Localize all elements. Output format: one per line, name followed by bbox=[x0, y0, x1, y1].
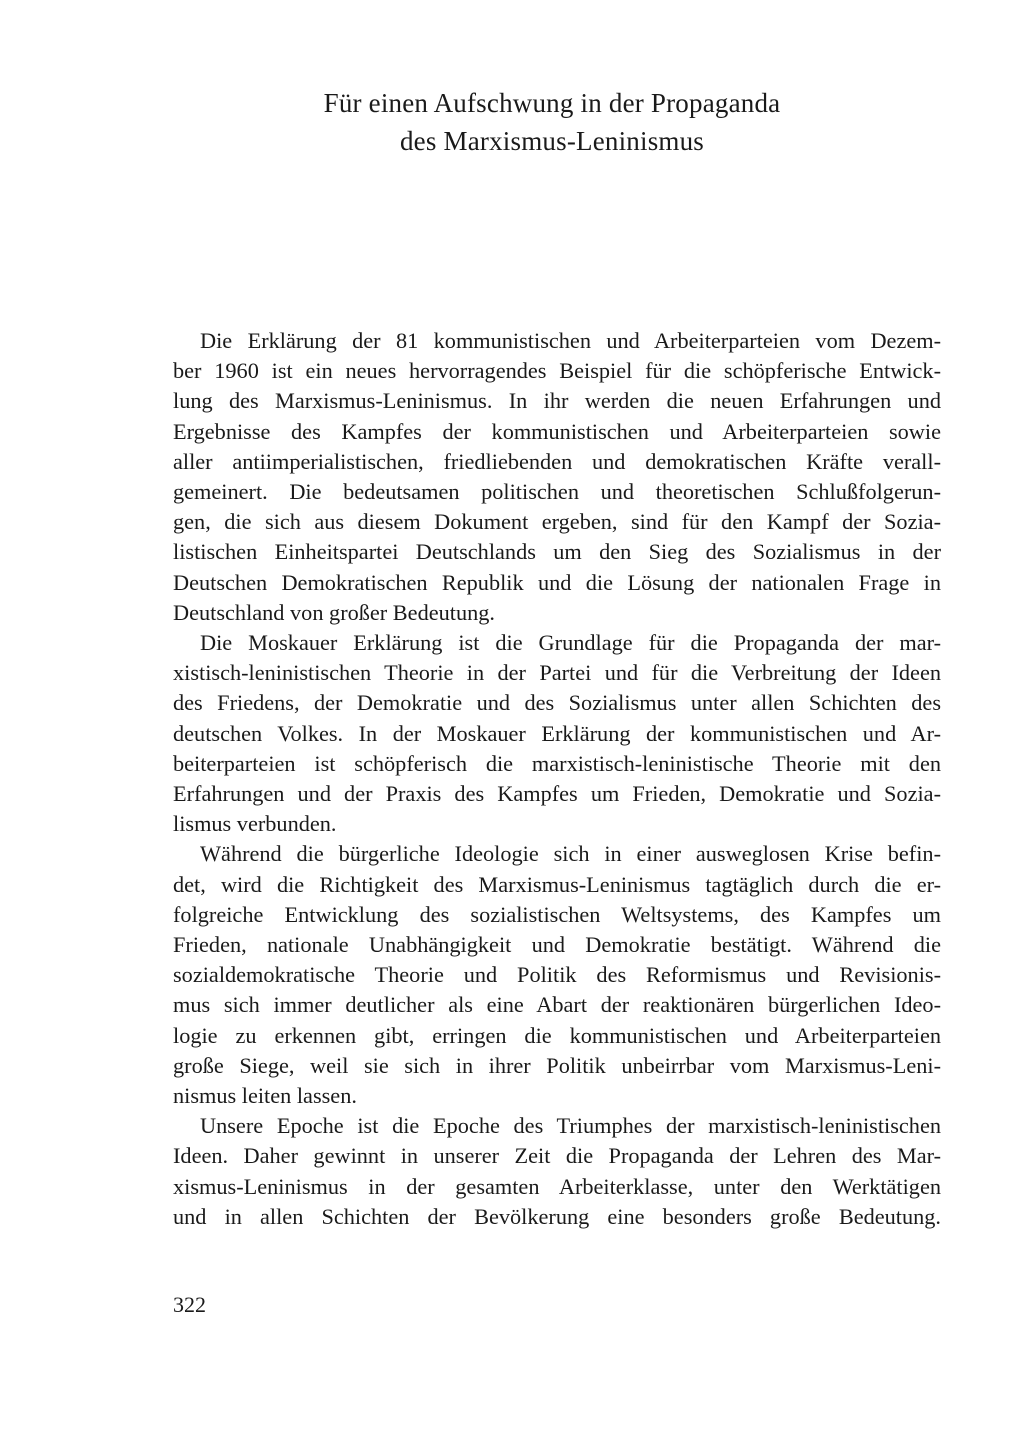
text-line: lismus verbunden. bbox=[173, 811, 337, 837]
text-line: des Friedens, der Demokratie und des Sozialismus unter allen Schichten des bbox=[173, 690, 941, 716]
paragraph-2 bbox=[173, 628, 941, 839]
text-line: Deutschland von großer Bedeutung. bbox=[173, 599, 495, 625]
page-number: 322 bbox=[173, 1292, 206, 1317]
text-line: lung des Marxismus-Leninismus. In ihr werden die neuen Erfahrungen und bbox=[173, 388, 941, 414]
chapter-title bbox=[240, 84, 864, 160]
text-line: ber 1960 ist ein neues hervorragendes Beispiel für die schöpferische Entwick- bbox=[173, 358, 941, 384]
text-line: Ideen. Daher gewinnt in unserer Zeit die Propaganda der Lehren des Mar- bbox=[173, 1143, 941, 1169]
text-line: logie zu erkennen gibt, erringen die kommunistischen und Arbeiterparteien bbox=[173, 1022, 941, 1048]
paragraph-3 bbox=[173, 839, 941, 1111]
paragraph-4 bbox=[173, 1111, 941, 1232]
text-line: nismus leiten lassen. bbox=[173, 1083, 357, 1109]
text-line: und in allen Schichten der Bevölkerung eine besonders große Bedeutung. bbox=[173, 1203, 941, 1229]
title-line-1: Für einen Aufschwung in der Propaganda bbox=[323, 88, 781, 118]
text-line: sozialdemokratische Theorie und Politik des Reformismus und Revisionis- bbox=[173, 962, 941, 988]
text-line: gemeinert. Die bedeutsamen politischen und theoretischen Schlußfolgerun- bbox=[173, 479, 941, 505]
text-line: gen, die sich aus diesem Dokument ergeben, sind für den Kampf der Sozia- bbox=[173, 509, 941, 535]
text-line: folgreiche Entwicklung des sozialistischen Weltsystems, des Kampfes um bbox=[173, 901, 941, 927]
text-line: Ergebnisse des Kampfes der kommunistischen und Arbeiterparteien sowie bbox=[173, 418, 941, 444]
text-line: Die Moskauer Erklärung ist die Grundlage für die Propaganda der mar- bbox=[200, 630, 941, 656]
text-line: Die Erklärung der 81 kommunistischen und Arbeiterparteien vom Dezem- bbox=[200, 328, 941, 353]
text-line: Unsere Epoche ist die Epoche des Triumphes der marxistisch-leninistischen bbox=[200, 1113, 941, 1139]
text-line: aller antiimperialistischen, friedliebenden und demokratischen Kräfte verall- bbox=[173, 448, 941, 474]
text-line: det, wird die Richtigkeit des Marxismus-Leninismus tagtäglich durch die er- bbox=[173, 871, 941, 897]
text-line: große Siege, weil sie sich in ihrer Politik unbeirrbar vom Marxismus-Leni- bbox=[173, 1052, 941, 1078]
text-line: Während die bürgerliche Ideologie sich in einer ausweglosen Krise befin- bbox=[200, 841, 941, 867]
text-line: deutschen Volkes. In der Moskauer Erklärung der kommunistischen und Ar- bbox=[173, 720, 941, 746]
body-text bbox=[173, 326, 941, 1232]
text-line: Erfahrungen und der Praxis des Kampfes um Frieden, Demokratie und Sozia- bbox=[173, 781, 941, 807]
text-line: xistisch-leninistischen Theorie in der Partei und für die Verbreitung der Ideen bbox=[173, 660, 941, 686]
text-line: mus sich immer deutlicher als eine Abart der reaktionären bürgerlichen Ideo- bbox=[173, 992, 941, 1018]
paragraph-1 bbox=[173, 326, 941, 628]
text-line: Frieden, nationale Unabhängigkeit und Demokratie bestätigt. Während die bbox=[173, 932, 941, 958]
text-line: xismus-Leninismus in der gesamten Arbeiterklasse, unter den Werktätigen bbox=[173, 1173, 941, 1199]
text-line: listischen Einheitspartei Deutschlands um den Sieg des Sozialismus in der bbox=[173, 539, 941, 565]
title-line-2: des Marxismus-Leninismus bbox=[399, 126, 705, 156]
text-line: Deutschen Demokratischen Republik und die Lösung der nationalen Frage in bbox=[173, 569, 941, 595]
text-line: beiterparteien ist schöpferisch die marxistisch-leninistische Theorie mit den bbox=[173, 750, 941, 776]
